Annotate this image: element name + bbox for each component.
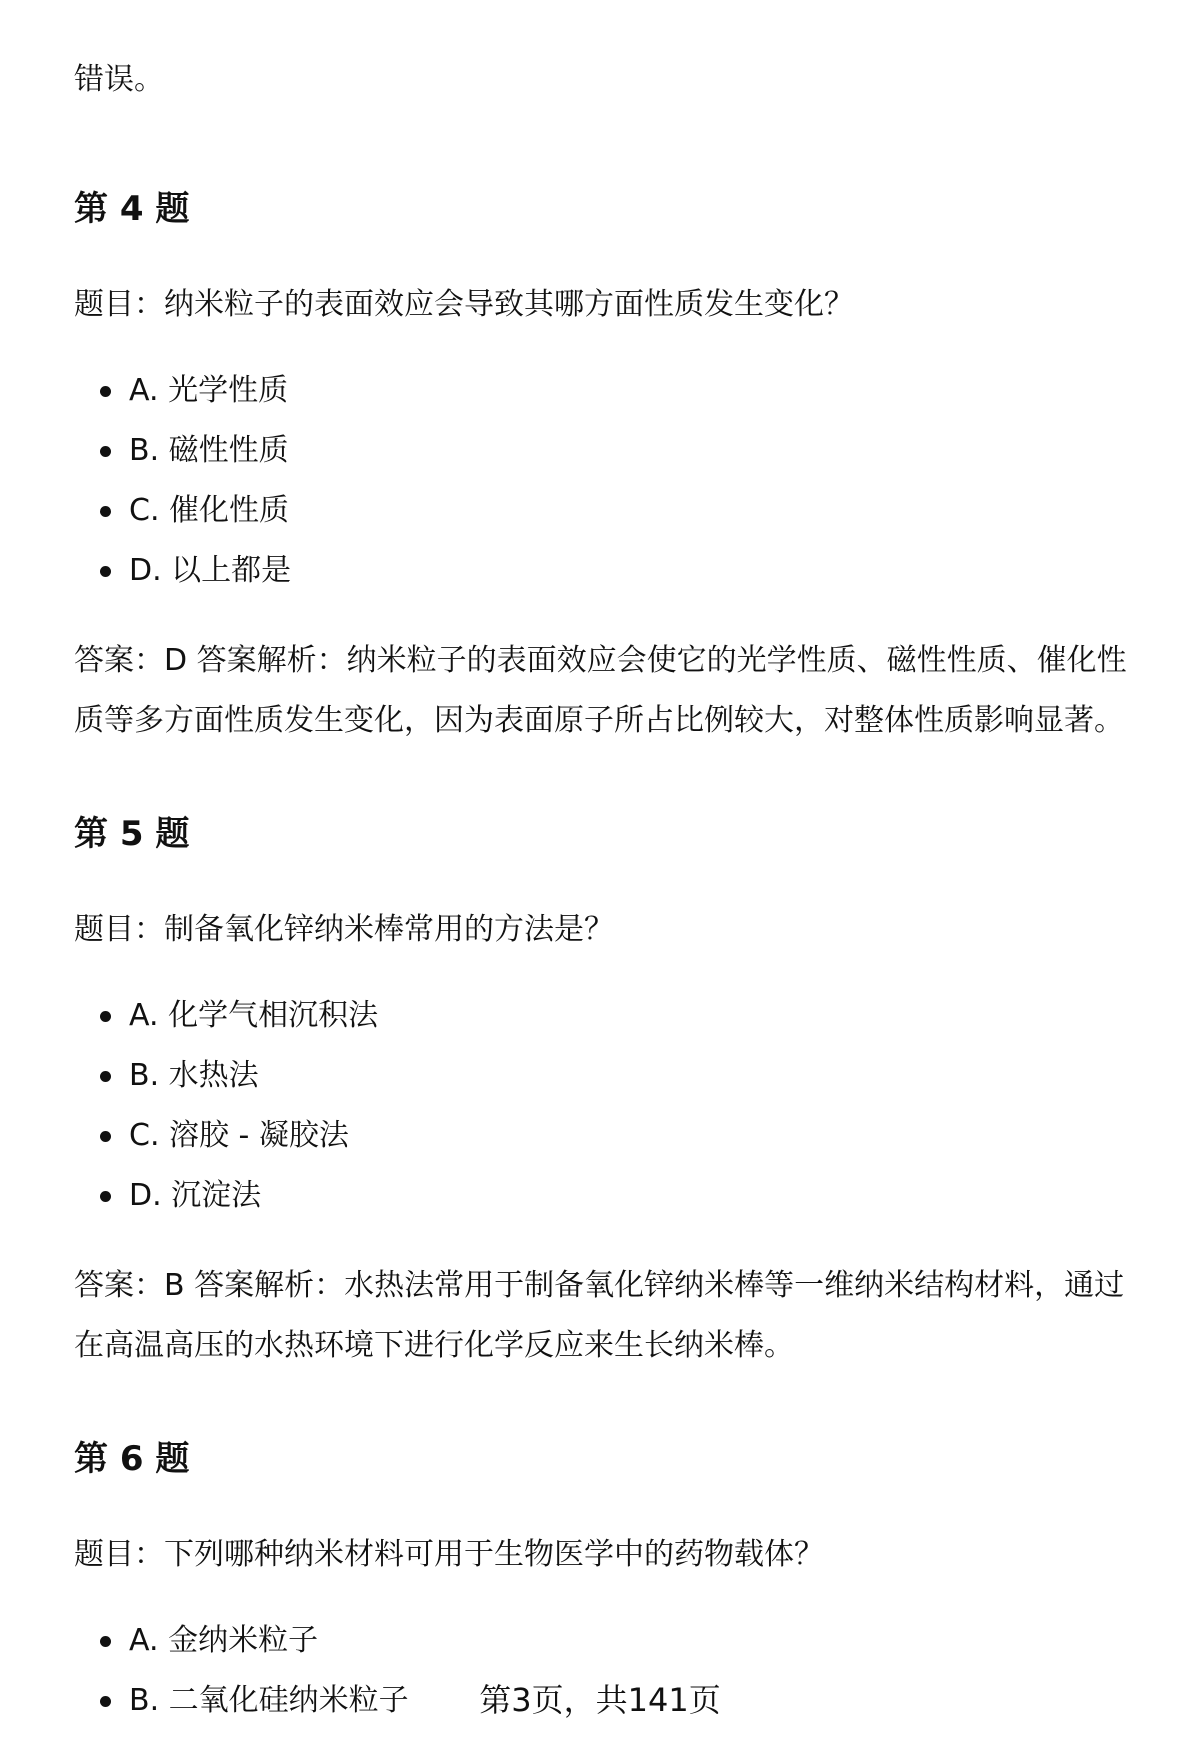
option-label: C. 溶胶 - 凝胶法 [129,1118,349,1153]
question-5 [74,809,1154,1376]
continued-text: 错误。 [74,62,164,97]
option-label: A. 化学气相沉积法 [129,998,379,1033]
option-item [74,986,1154,1046]
option-item [74,541,1154,601]
bullet-icon [100,566,111,577]
option-label: A. 光学性质 [129,373,289,408]
answer-explanation: 答案：B 答案解析：水热法常用于制备氧化锌纳米棒等一维纳米结构材料，通过在高温高压的水热环境下进行化学反应来生长纳米棒。 [74,1268,1125,1363]
bullet-icon [100,506,111,517]
bullet-icon [100,1071,111,1082]
question-heading: 第 5 题 [74,814,190,854]
option-list [74,986,1154,1226]
option-item [74,1166,1154,1226]
option-label: B. 水热法 [129,1058,259,1093]
bullet-icon [100,386,111,397]
question-heading: 第 4 题 [74,189,190,229]
bullet-icon [100,1011,111,1022]
bullet-icon [100,1636,111,1647]
option-label: B. 磁性性质 [129,433,289,468]
option-label: C. 催化性质 [129,493,290,528]
answer-explanation: 答案：D 答案解析：纳米粒子的表面效应会使它的光学性质、磁性性质、催化性质等多方面性质发生变化，因为表面原子所占比例较大，对整体性质影响显著。 [74,643,1127,738]
bullet-icon [100,1131,111,1142]
option-label: D. 以上都是 [129,553,292,588]
option-item [74,361,1154,421]
option-item [74,1611,1154,1671]
question-text: 题目：制备氧化锌纳米棒常用的方法是？ [74,912,614,947]
question-text: 题目：下列哪种纳米材料可用于生物医学中的药物载体？ [74,1537,824,1572]
option-label: B. 二氧化硅纳米粒子 [129,1683,409,1718]
page-number: 第3页，共141页 [479,1681,721,1719]
option-label: A. 金纳米粒子 [129,1623,319,1658]
option-list [74,361,1154,601]
option-item [74,1106,1154,1166]
option-item [74,1046,1154,1106]
bullet-icon [100,1191,111,1202]
bullet-icon [100,446,111,457]
question-text: 题目：纳米粒子的表面效应会导致其哪方面性质发生变化？ [74,287,854,322]
option-item [74,421,1154,481]
question-heading: 第 6 题 [74,1439,190,1479]
question-4 [74,184,1154,751]
document-page [74,0,1154,1731]
option-item [74,481,1154,541]
option-label: D. 沉淀法 [129,1178,262,1213]
